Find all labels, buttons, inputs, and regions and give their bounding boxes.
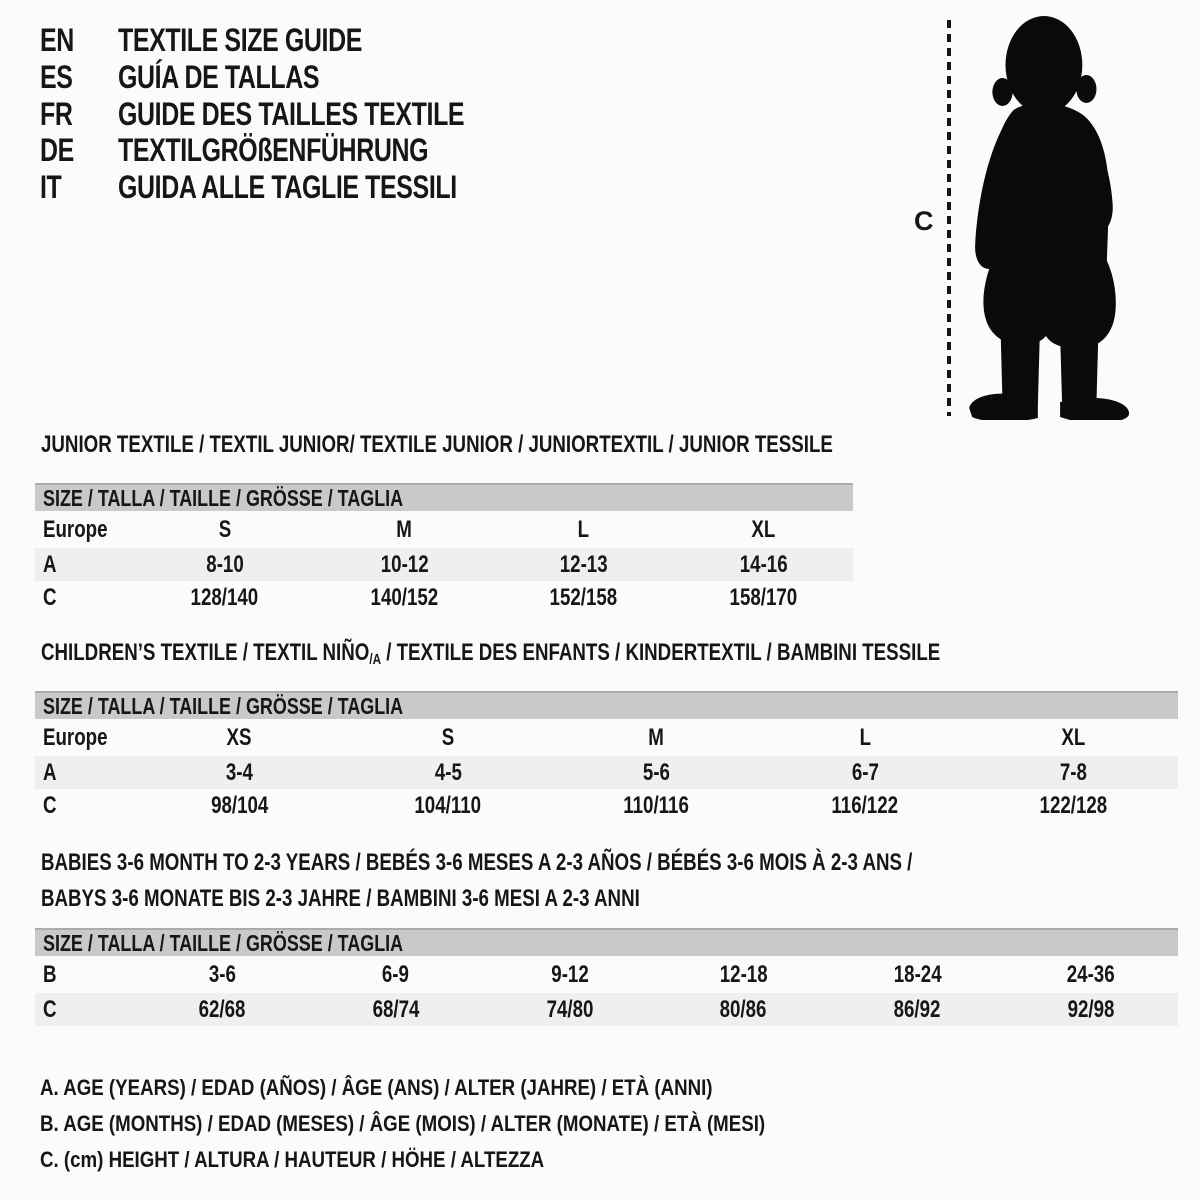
value-cell: 110/116 [623,791,690,819]
table-row-europe [35,511,853,548]
value-cell: 140/152 [370,583,439,611]
value-cell: 8-10 [206,550,244,578]
language-code: FR [40,95,73,132]
children-size-table [35,691,1178,822]
value-cell: 128/140 [190,583,259,611]
legend-line-a: A. AGE (YEARS) / EDAD (AÑOS) / ÂGE (ANS) / ALTER (JAHRE) / ETÀ (ANNI) [40,1075,713,1100]
guide-title: GUÍA DE TALLAS [118,58,320,95]
row-label: C [43,995,57,1023]
language-code: EN [40,21,74,58]
value-cell: 158/170 [729,583,798,611]
table-row-height [35,993,1178,1026]
size-cell: M [396,515,413,543]
value-cell: 104/110 [414,791,482,819]
value-cell: 6-9 [382,960,410,988]
size-header-bar: SIZE / TALLA / TAILLE / GRÖSSE / TAGLIA [35,483,853,511]
language-title-list [40,22,562,206]
table-row-height [35,581,853,614]
value-cell: 80/86 [719,995,767,1023]
value-cell: 14-16 [739,550,788,578]
value-cell: 116/122 [831,791,899,819]
language-row-it [40,169,562,206]
value-cell: 6-7 [851,758,879,786]
value-cell: 152/158 [549,583,618,611]
guide-title: GUIDE DES TAILLES TEXTILE [118,95,465,132]
value-cell: 5-6 [642,758,671,786]
toddler-silhouette [955,8,1147,420]
value-cell: 24-36 [1067,960,1115,988]
value-cell: 4-5 [434,758,462,786]
row-label: A [43,758,57,786]
table-row-months [35,956,1178,993]
value-cell: 122/128 [1039,791,1108,819]
table-row-europe [35,719,1178,756]
table-row-height [35,789,1178,822]
row-label: C [43,583,57,611]
language-row-en [40,22,562,59]
children-title-suffix: / TEXTILE DES ENFANTS / KINDERTEXTIL / BAMBINI TESSILE [381,639,941,666]
legend-line-b: B. AGE (MONTHS) / EDAD (MESES) / ÂGE (MOIS) / ALTER (MONATE) / ETÀ (MESI) [40,1111,766,1136]
value-cell: 86/92 [893,995,941,1023]
legend-line-c: C. (cm) HEIGHT / ALTURA / HAUTEUR / HÖHE / ALTEZZA [40,1147,545,1172]
value-cell: 18-24 [893,960,942,988]
row-label: C [43,791,57,819]
babies-title-line1: BABIES 3-6 MONTH TO 2-3 YEARS / BEBÉS 3-6 MESES A 2-3 AÑOS / BÉBÉS 3-6 MOIS À 2-3 ANS / [41,849,913,876]
size-cell: S [441,723,455,751]
row-label: B [43,960,57,988]
size-header-bar: SIZE / TALLA / TAILLE / GRÖSSE / TAGLIA [35,928,1178,956]
value-cell: 10-12 [380,550,429,578]
guide-title: GUIDA ALLE TAGLIE TESSILI [118,169,457,206]
size-cell: M [648,723,665,751]
value-cell: 12-18 [719,960,768,988]
size-cell: XL [1061,723,1086,751]
value-cell: 3-4 [225,758,253,786]
size-cell: L [859,723,871,751]
language-row-de [40,132,562,169]
height-marker-label: C [914,206,934,236]
size-cell: XS [226,723,252,751]
babies-size-table [35,928,1178,1026]
value-cell: 74/80 [546,995,593,1023]
row-label: A [43,550,57,578]
value-cell: 7-8 [1060,758,1088,786]
value-cell: 68/74 [372,995,420,1023]
table-row-age [35,756,1178,789]
junior-size-table [35,483,853,614]
value-cell: 9-12 [550,960,589,988]
babies-title-line2: BABYS 3-6 MONATE BIS 2-3 JAHRE / BAMBINI 3-6 MESI A 2-3 ANNI [41,885,640,912]
guide-title: TEXTILE SIZE GUIDE [118,21,362,58]
value-cell: 98/104 [210,791,268,819]
size-cell: XL [751,515,776,543]
junior-section-title: JUNIOR TEXTILE / TEXTIL JUNIOR/ TEXTILE JUNIOR / JUNIORTEXTIL / JUNIOR TESSILE [41,431,833,458]
size-cell: L [578,515,590,543]
value-cell: 92/98 [1067,995,1115,1023]
language-row-es [40,59,562,96]
language-code: IT [40,169,62,206]
language-row-fr [40,96,562,133]
children-section-title [41,639,1194,674]
language-code: ES [40,58,73,95]
value-cell: 12-13 [559,550,608,578]
legend [40,1070,893,1178]
value-cell: 3-6 [208,960,236,988]
value-cell: 62/68 [198,995,246,1023]
size-header-bar: SIZE / TALLA / TAILLE / GRÖSSE / TAGLIA [35,691,1178,719]
size-cell: S [218,515,231,543]
language-code: DE [40,132,74,169]
children-title-prefix: CHILDREN’S TEXTILE / TEXTIL NIÑO [41,639,370,666]
table-row-age [35,548,853,581]
height-dashed-line [947,20,951,416]
children-title-subscript: /A [369,651,382,668]
row-label: Europe [43,723,108,751]
babies-section-title [41,845,1158,917]
row-label: Europe [43,515,108,543]
guide-title: TEXTILGRÖßENFÜHRUNG [118,132,429,169]
